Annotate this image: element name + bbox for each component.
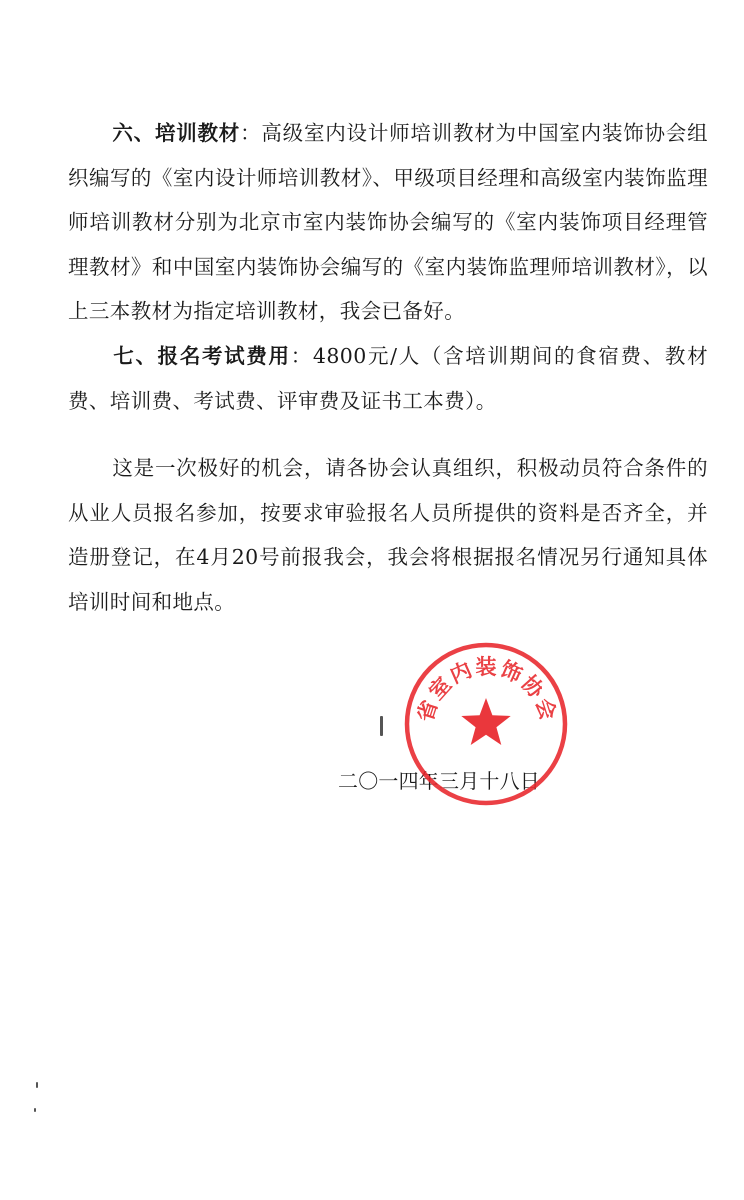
scan-speck xyxy=(36,1082,38,1088)
section-7-heading: 七、报名考试费用 xyxy=(112,344,291,368)
seal-arc-text: 省室内装饰协会 xyxy=(413,655,561,725)
official-seal-stamp xyxy=(402,640,570,808)
closing-text: 这是一次极好的机会，请各协会认真组织，积极动员符合条件的从业人员报名参加，按要求审验报名人员所提供的资料是否齐全，并造册登记，在4月20号前报我会，我会将根据报名情况另行通知具体培训时间和地点。 xyxy=(68,456,708,614)
section-7-body: ：4800元/人（含培训期间的食宿费、教材费、培训费、考试费、评审费及证书工本费）。 xyxy=(68,344,708,413)
scan-mark xyxy=(380,716,383,736)
section-6-heading: 六、培训教材 xyxy=(112,121,241,145)
section-6-body: ：高级室内设计师培训教材为中国室内装饰协会组织编写的《室内设计师培训教材》、甲级项目经理和高级室内装饰监理师培训教材分别为北京市室内装饰协会编写的《室内装饰项目经理管理教材》和中国室内装饰协会编写的《室内装饰监理师培训教材》，以上三本教材为指定培训教材，我会已备好。 xyxy=(68,121,708,323)
section-7-exam-fee xyxy=(68,334,708,423)
seal-star-icon xyxy=(461,698,510,745)
section-6-training-materials xyxy=(68,111,708,334)
scan-speck xyxy=(34,1108,36,1112)
document-date: 二〇一四年三月十八日 xyxy=(338,769,540,793)
closing-paragraph xyxy=(68,446,708,624)
